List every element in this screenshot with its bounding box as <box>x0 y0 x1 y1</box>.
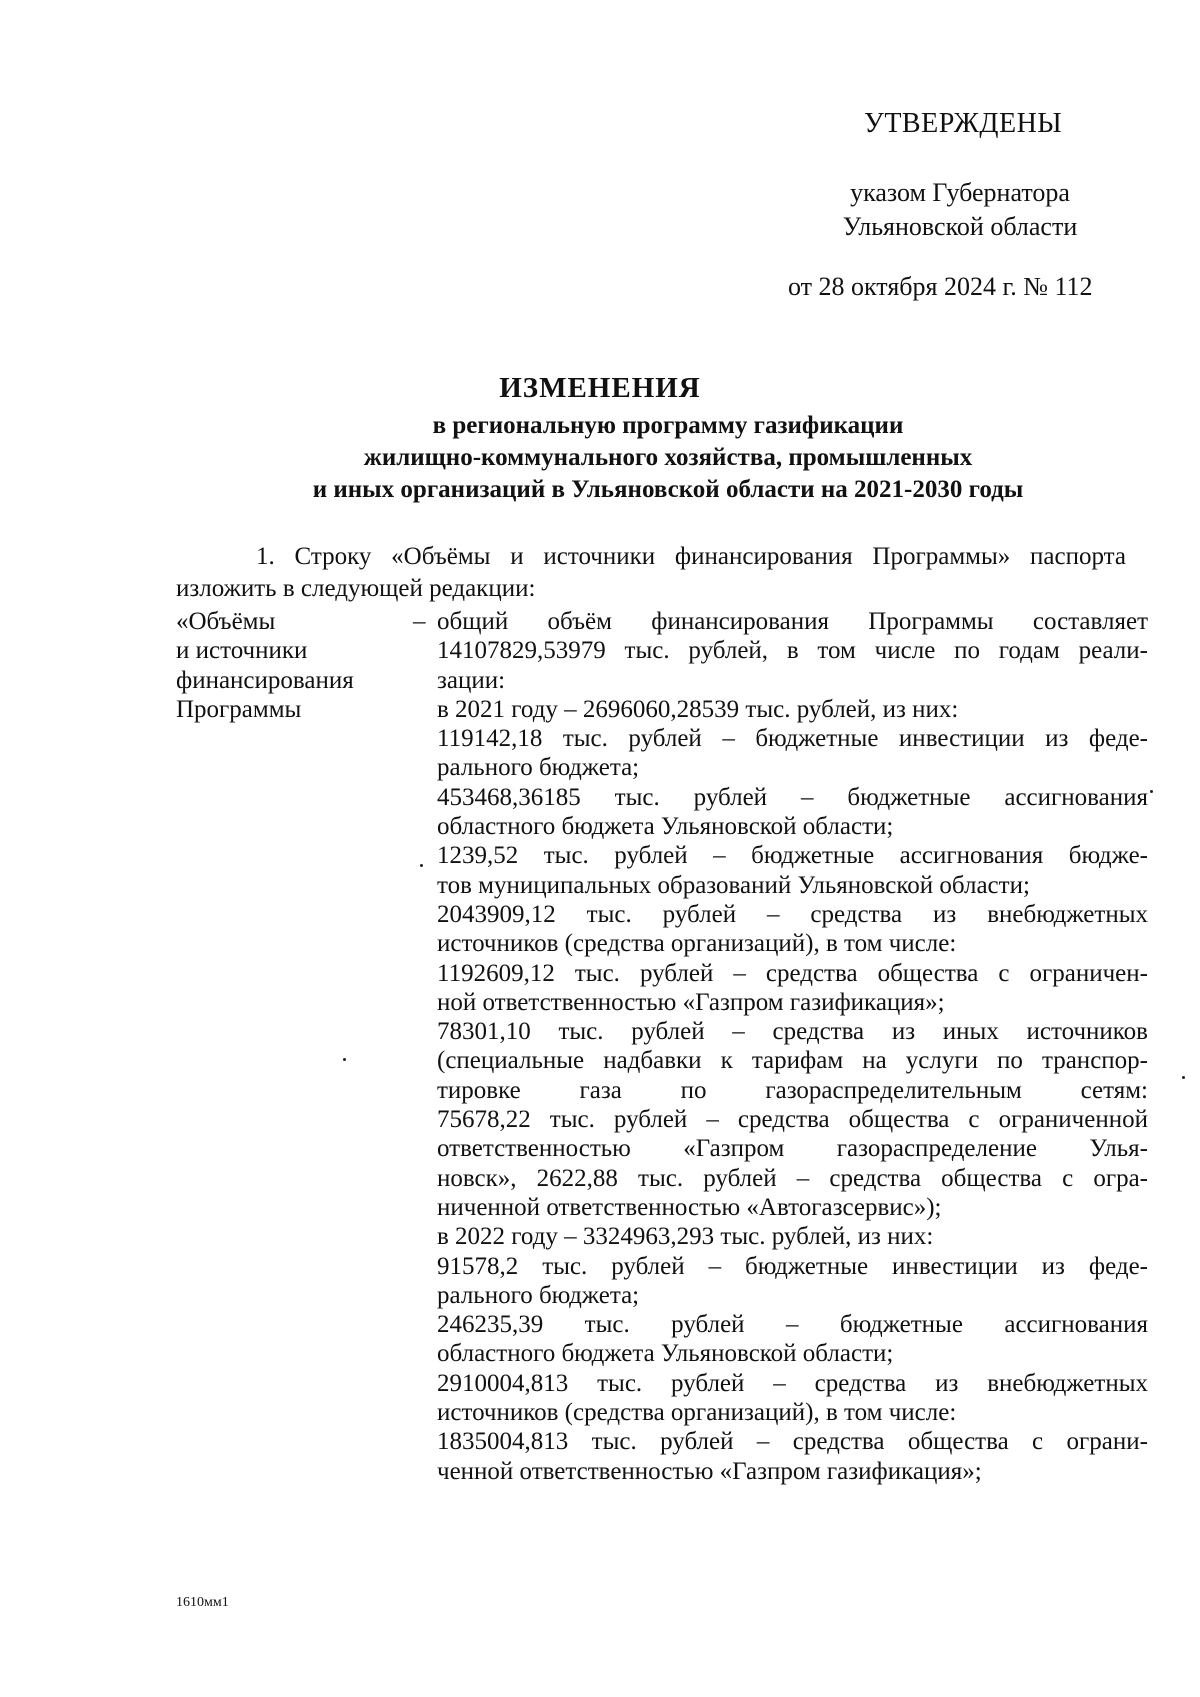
passport-row-label <box>176 607 406 724</box>
approved-heading: УТВЕРЖДЕНЫ <box>864 108 1063 139</box>
subtitle-line: жилищно-коммунального хозяйства, промышленных <box>363 444 973 471</box>
approval-date: от 28 октября 2024 г. № 112 <box>788 272 1093 301</box>
text-line: 2043909,12 тыс. рублей – средства из внебюджетных <box>437 900 1148 928</box>
subtitle-line: и иных организаций в Ульяновской области на 2021-2030 годы <box>312 476 1024 503</box>
approved-by-line: указом Губернатора <box>850 178 1070 207</box>
text-line: источников (средства организаций), в том числе: <box>437 1399 957 1427</box>
text-line: 1239,52 тыс. рублей – бюджетные ассигнования бюдже- <box>437 842 1148 870</box>
text-line: 14107829,53979 тыс. рублей, в том числе по годам реали- <box>437 637 1148 665</box>
passport-row-text <box>437 607 1148 1486</box>
intro-line: 1. Строку «Объёмы и источники финансирования Программы» паспорта <box>256 543 1126 570</box>
text-line: 78301,10 тыс. рублей – средства из иных источников <box>437 1018 1148 1046</box>
scan-speck <box>1150 790 1153 793</box>
text-line: зации: <box>437 666 506 694</box>
text-line: тировке газа по газораспределительным сетям: <box>437 1076 1148 1104</box>
text-line: источников (средства организаций), в том числе: <box>437 930 957 958</box>
intro-paragraph <box>176 541 1126 605</box>
text-line: 1192609,12 тыс. рублей – средства общества с ограничен- <box>437 959 1148 987</box>
text-line: 119142,18 тыс. рублей – бюджетные инвестиции из феде- <box>437 725 1148 753</box>
text-line: общий объём финансирования Программы составляет <box>437 608 1148 635</box>
text-line: 91578,2 тыс. рублей – бюджетные инвестиции из феде- <box>437 1252 1148 1280</box>
text-line: ченной ответственностью «Газпром газификация»; <box>437 1457 982 1485</box>
label-line: Программы <box>176 695 302 723</box>
text-line: рального бюджета; <box>437 754 640 782</box>
text-line: ответственностью «Газпром газораспределение Улья- <box>437 1135 1148 1163</box>
intro-line: изложить в следующей редакции: <box>176 575 536 602</box>
label-line: финансирования <box>176 666 354 694</box>
text-line: новск», 2622,88 тыс. рублей – средства общества с огра- <box>437 1164 1148 1192</box>
text-line: 2910004,813 тыс. рублей – средства из внебюджетных <box>437 1369 1148 1397</box>
text-line: 453468,36185 тыс. рублей – бюджетные ассигнования <box>437 783 1148 811</box>
text-line: 1835004,813 тыс. рублей – средства общества с ограни- <box>437 1428 1148 1456</box>
document-code: 1610мм1 <box>176 1595 229 1610</box>
text-line: в 2021 году – 2696060,28539 тыс. рублей, из них: <box>437 695 959 723</box>
approved-by-block <box>810 176 1110 244</box>
text-line: ной ответственностью «Газпром газификация»; <box>437 988 945 1016</box>
text-line: областного бюджета Ульяновской области; <box>437 813 894 841</box>
scan-speck <box>343 1058 346 1061</box>
text-line: (специальные надбавки к тарифам на услуги по транспор- <box>437 1047 1148 1075</box>
text-line: в 2022 году – 3324963,293 тыс. рублей, из них: <box>437 1223 934 1251</box>
text-line: 246235,39 тыс. рублей – бюджетные ассигнования <box>437 1311 1148 1339</box>
label-line: и источники <box>176 637 308 665</box>
label-dash: – <box>413 608 426 635</box>
subtitle-line: в региональную программу газификации <box>432 412 904 439</box>
approved-by-line: Ульяновской области <box>842 212 1078 241</box>
document-title: ИЗМЕНЕНИЯ <box>499 372 701 404</box>
document-subtitle <box>0 410 1200 506</box>
text-line: ниченной ответственностью «Автогазсервис»); <box>437 1193 942 1221</box>
text-line: 75678,22 тыс. рублей – средства общества с ограниченной <box>437 1106 1148 1134</box>
scan-speck <box>1182 1076 1185 1079</box>
text-line: тов муниципальных образований Ульяновской области; <box>437 871 1030 899</box>
text-line: областного бюджета Ульяновской области; <box>437 1340 894 1368</box>
scan-speck <box>420 864 423 867</box>
text-line: рального бюджета; <box>437 1281 640 1309</box>
label-line: «Объёмы <box>176 608 276 635</box>
